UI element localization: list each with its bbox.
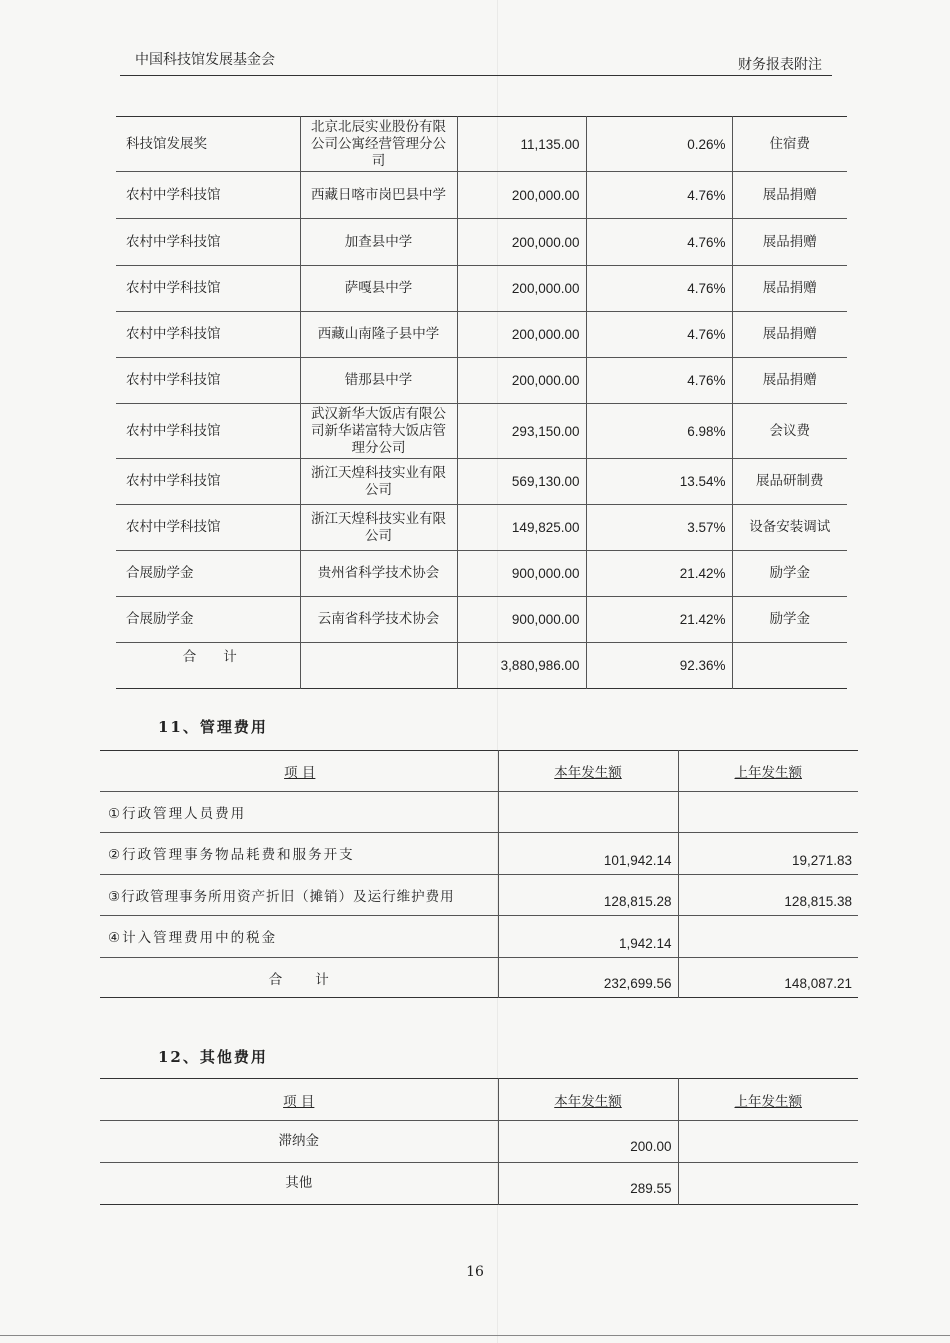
recipient-cell: 浙江天煌科技实业有限公司 <box>300 505 457 551</box>
recipient-cell: 贵州省科学技术协会 <box>300 551 457 597</box>
column-header-current: 本年发生额 <box>498 1079 678 1121</box>
purpose-cell: 展品捐赠 <box>732 219 847 266</box>
current-cell: 101,942.14 <box>498 833 678 875</box>
percent-cell: 6.98% <box>586 404 732 459</box>
project-cell: 农村中学科技馆 <box>116 266 300 312</box>
amount-cell: 200,000.00 <box>457 312 586 358</box>
purpose-cell: 励学金 <box>732 597 847 643</box>
table-row <box>116 597 847 643</box>
percent-cell: 13.54% <box>586 459 732 505</box>
header-doc-type: 财务报表附注 <box>738 57 822 73</box>
percent-cell: 4.76% <box>586 172 732 219</box>
table-row <box>116 266 847 312</box>
table-row <box>116 117 847 172</box>
item-cell: ②行政管理事务物品耗费和服务开支 <box>100 833 498 875</box>
empty-cell <box>300 643 457 689</box>
purpose-cell: 设备安装调试 <box>732 505 847 551</box>
recipient-cell: 云南省科学技术协会 <box>300 597 457 643</box>
amount-cell: 569,130.00 <box>457 459 586 505</box>
donation-expense-table <box>116 116 847 689</box>
total-percent: 92.36% <box>586 643 732 689</box>
current-cell: 200.00 <box>498 1121 678 1163</box>
percent-cell: 0.26% <box>586 117 732 172</box>
current-cell <box>498 792 678 833</box>
amount-cell: 900,000.00 <box>457 597 586 643</box>
management-expense-table <box>100 750 858 998</box>
current-cell: 1,942.14 <box>498 916 678 958</box>
table-row <box>116 459 847 505</box>
item-cell: 滞纳金 <box>100 1121 498 1163</box>
amount-cell: 200,000.00 <box>457 358 586 404</box>
item-cell: 其他 <box>100 1163 498 1205</box>
purpose-cell: 展品捐赠 <box>732 172 847 219</box>
project-cell: 合展励学金 <box>116 551 300 597</box>
column-header-previous: 上年发生额 <box>678 1079 858 1121</box>
total-label: 合 计 <box>100 958 498 998</box>
table-row <box>116 172 847 219</box>
previous-cell: 128,815.38 <box>678 875 858 916</box>
previous-cell: 19,271.83 <box>678 833 858 875</box>
percent-cell: 4.76% <box>586 266 732 312</box>
current-cell: 289.55 <box>498 1163 678 1205</box>
table-row <box>116 551 847 597</box>
total-amount: 3,880,986.00 <box>457 643 586 689</box>
recipient-cell: 加查县中学 <box>300 219 457 266</box>
project-cell: 农村中学科技馆 <box>116 172 300 219</box>
amount-cell: 200,000.00 <box>457 266 586 312</box>
amount-cell: 293,150.00 <box>457 404 586 459</box>
project-cell: 农村中学科技馆 <box>116 404 300 459</box>
amount-cell: 900,000.00 <box>457 551 586 597</box>
table-row <box>116 358 847 404</box>
column-header-current: 本年发生额 <box>498 751 678 792</box>
table-row <box>100 833 858 875</box>
purpose-cell: 展品捐赠 <box>732 266 847 312</box>
table-row <box>100 1163 858 1205</box>
table-header-row <box>100 1079 858 1121</box>
previous-cell <box>678 1121 858 1163</box>
purpose-cell: 展品研制费 <box>732 459 847 505</box>
percent-cell: 4.76% <box>586 312 732 358</box>
table-row <box>100 875 858 916</box>
amount-cell: 200,000.00 <box>457 172 586 219</box>
table-row <box>116 404 847 459</box>
percent-cell: 4.76% <box>586 358 732 404</box>
table-row <box>116 505 847 551</box>
project-cell: 农村中学科技馆 <box>116 219 300 266</box>
page-number: 16 <box>466 1264 484 1280</box>
header-divider <box>120 75 832 76</box>
other-expense-table <box>100 1078 858 1205</box>
section-12-title: 12、其他费用 <box>158 1048 268 1066</box>
table-row <box>100 916 858 958</box>
project-cell: 农村中学科技馆 <box>116 505 300 551</box>
current-cell: 128,815.28 <box>498 875 678 916</box>
previous-cell <box>678 1163 858 1205</box>
column-header-item: 项 目 <box>284 765 316 781</box>
table-header-row <box>100 751 858 792</box>
table-row <box>100 792 858 833</box>
previous-cell <box>678 792 858 833</box>
percent-cell: 4.76% <box>586 219 732 266</box>
percent-cell: 3.57% <box>586 505 732 551</box>
recipient-cell: 武汉新华大饭店有限公司新华诺富特大饭店管理分公司 <box>300 404 457 459</box>
header-org-name: 中国科技馆发展基金会 <box>135 52 275 68</box>
table-row <box>100 1121 858 1163</box>
project-cell: 农村中学科技馆 <box>116 312 300 358</box>
recipient-cell: 西藏山南隆子县中学 <box>300 312 457 358</box>
table-row <box>116 312 847 358</box>
recipient-cell: 浙江天煌科技实业有限公司 <box>300 459 457 505</box>
amount-cell: 200,000.00 <box>457 219 586 266</box>
percent-cell: 21.42% <box>586 597 732 643</box>
purpose-cell: 励学金 <box>732 551 847 597</box>
previous-cell <box>678 916 858 958</box>
footer-divider <box>0 1335 950 1336</box>
table-row <box>116 219 847 266</box>
total-previous: 148,087.21 <box>678 958 858 998</box>
item-cell: ④计入管理费用中的税金 <box>100 916 498 958</box>
percent-cell: 21.42% <box>586 551 732 597</box>
purpose-cell: 展品捐赠 <box>732 312 847 358</box>
total-label: 合 计 <box>116 643 300 689</box>
project-cell: 合展励学金 <box>116 597 300 643</box>
project-cell: 农村中学科技馆 <box>116 459 300 505</box>
amount-cell: 149,825.00 <box>457 505 586 551</box>
recipient-cell: 萨嘎县中学 <box>300 266 457 312</box>
section-11-title: 11、管理费用 <box>158 718 268 736</box>
total-row <box>116 643 847 689</box>
project-cell: 科技馆发展奖 <box>126 135 207 152</box>
purpose-cell: 住宿费 <box>732 117 847 172</box>
purpose-cell: 会议费 <box>732 404 847 459</box>
item-cell: ③行政管理事务所用资产折旧（摊销）及运行维护费用 <box>100 875 498 916</box>
total-row <box>100 958 858 998</box>
column-header-previous: 上年发生额 <box>678 751 858 792</box>
empty-cell <box>732 643 847 689</box>
project-cell: 农村中学科技馆 <box>116 358 300 404</box>
item-cell: ①行政管理人员费用 <box>100 792 498 833</box>
recipient-cell: 北京北辰实业股份有限公司公寓经营管理分公司 <box>300 117 457 172</box>
column-header-item: 项 目 <box>283 1093 315 1110</box>
purpose-cell: 展品捐赠 <box>732 358 847 404</box>
total-current: 232,699.56 <box>498 958 678 998</box>
recipient-cell: 错那县中学 <box>300 358 457 404</box>
recipient-cell: 西藏日喀市岗巴县中学 <box>300 172 457 219</box>
amount-cell: 11,135.00 <box>457 117 586 172</box>
